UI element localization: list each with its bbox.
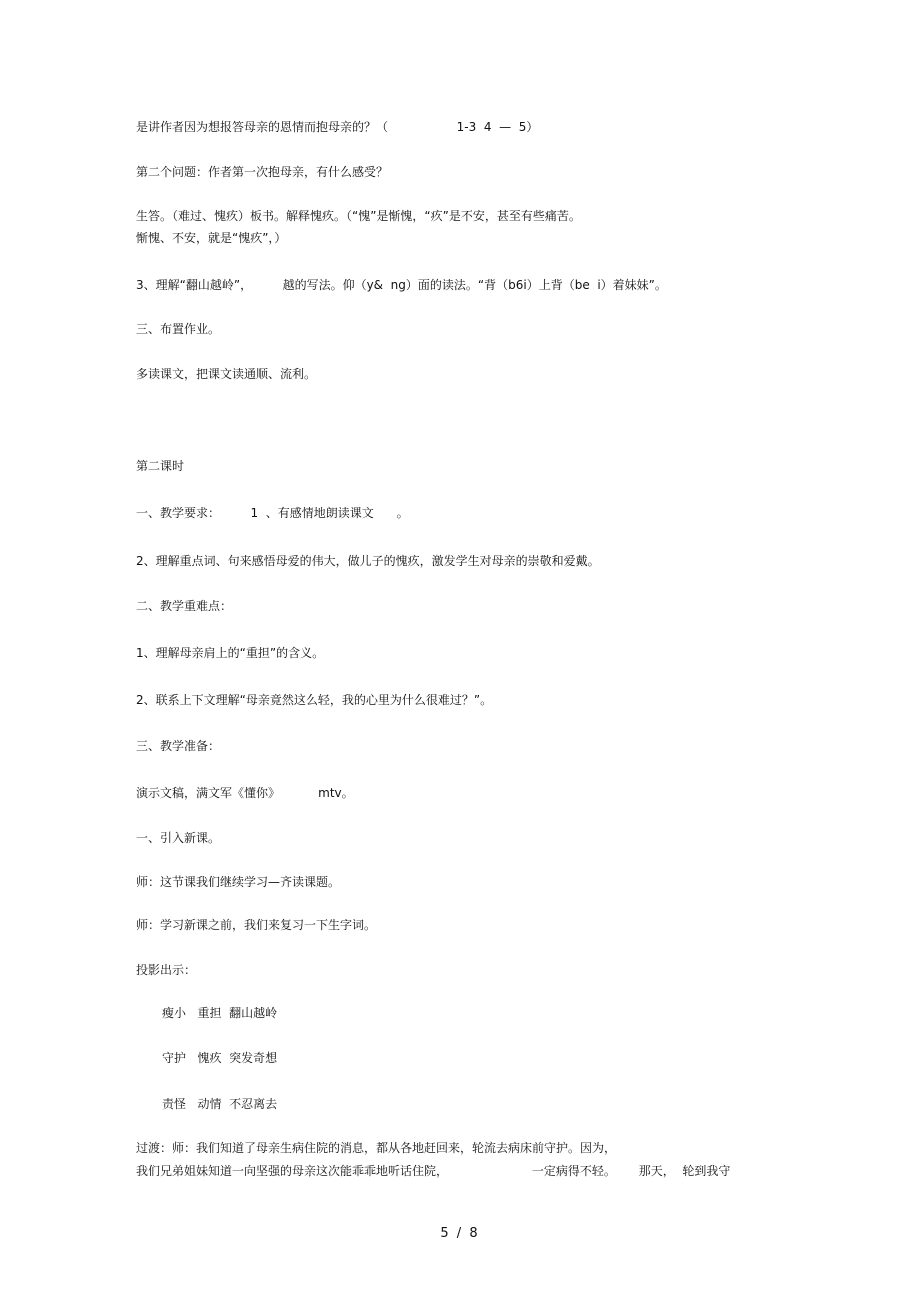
text-line-10: 2、理解重点词、句来感悟母爱的伟大，做儿子的愧疚，激发学生对母亲的崇敬和爱戴。 [136, 554, 600, 568]
text-line-11: 二、教学重难点： [136, 599, 233, 613]
text-line-1: 是讲作者因为想报答母亲的恩情而抱母亲的？（ 1-3 4 — 5） [136, 120, 539, 134]
text-line-6: 三、布置作业。 [136, 322, 221, 336]
text-line-3: 生答。（难过、愧疚）板书。解释愧疚。（“愧”是惭愧，“疚”是不安，甚至有些痛苦。 [136, 209, 581, 223]
vocab-line-1: 瘦小 重担 翻山越岭 [162, 1006, 278, 1020]
text-line-19: 投影出示： [136, 963, 197, 977]
text-line-14: 三、教学准备： [136, 739, 221, 753]
text-line-23: 过渡：师：我们知道了母亲生病住院的消息，都从各地赶回来，轮流去病床前守护。因为， [136, 1141, 617, 1155]
text-line-5: 3、理解“翻山越岭”， 越的写法。仰（y& ng）面的读法。“背（b6i）上背（be i）着妹妹”。 [136, 278, 667, 292]
page-number: 5 / 8 [440, 1226, 480, 1241]
text-line-7: 多读课文，把课文读通顺、流利。 [136, 367, 317, 381]
vocab-line-3: 责怪 动情 不忍离去 [162, 1097, 278, 1111]
text-line-4: 惭愧、不安，就是“愧疚”，） [136, 231, 287, 245]
text-line-9: 一、教学要求： 1 、有感情地朗读课文 。 [136, 506, 409, 520]
text-line-13: 2、联系上下文理解“母亲竟然这么轻，我的心里为什么很难过？”。 [136, 693, 493, 707]
text-line-15: 演示文稿，满文军《懂你》 mtv。 [136, 786, 354, 800]
text-line-24: 我们兄弟姐妹知道一向坚强的母亲这次能乖乖地听话住院， 一定病得不轻。 那天， 轮到我守 [136, 1164, 731, 1178]
section-heading: 第二课时 [136, 459, 185, 473]
text-line-18: 师：学习新课之前，我们来复习一下生字词。 [136, 918, 377, 932]
text-line-12: 1、理解母亲肩上的“重担”的含义。 [136, 646, 325, 660]
vocab-line-2: 守护 愧疚 突发奇想 [162, 1051, 278, 1065]
text-line-17: 师：这节课我们继续学习—齐读课题。 [136, 875, 341, 889]
text-line-16: 一、引入新课。 [136, 831, 221, 845]
text-line-2: 第二个问题：作者第一次抱母亲，有什么感受？ [136, 165, 389, 179]
